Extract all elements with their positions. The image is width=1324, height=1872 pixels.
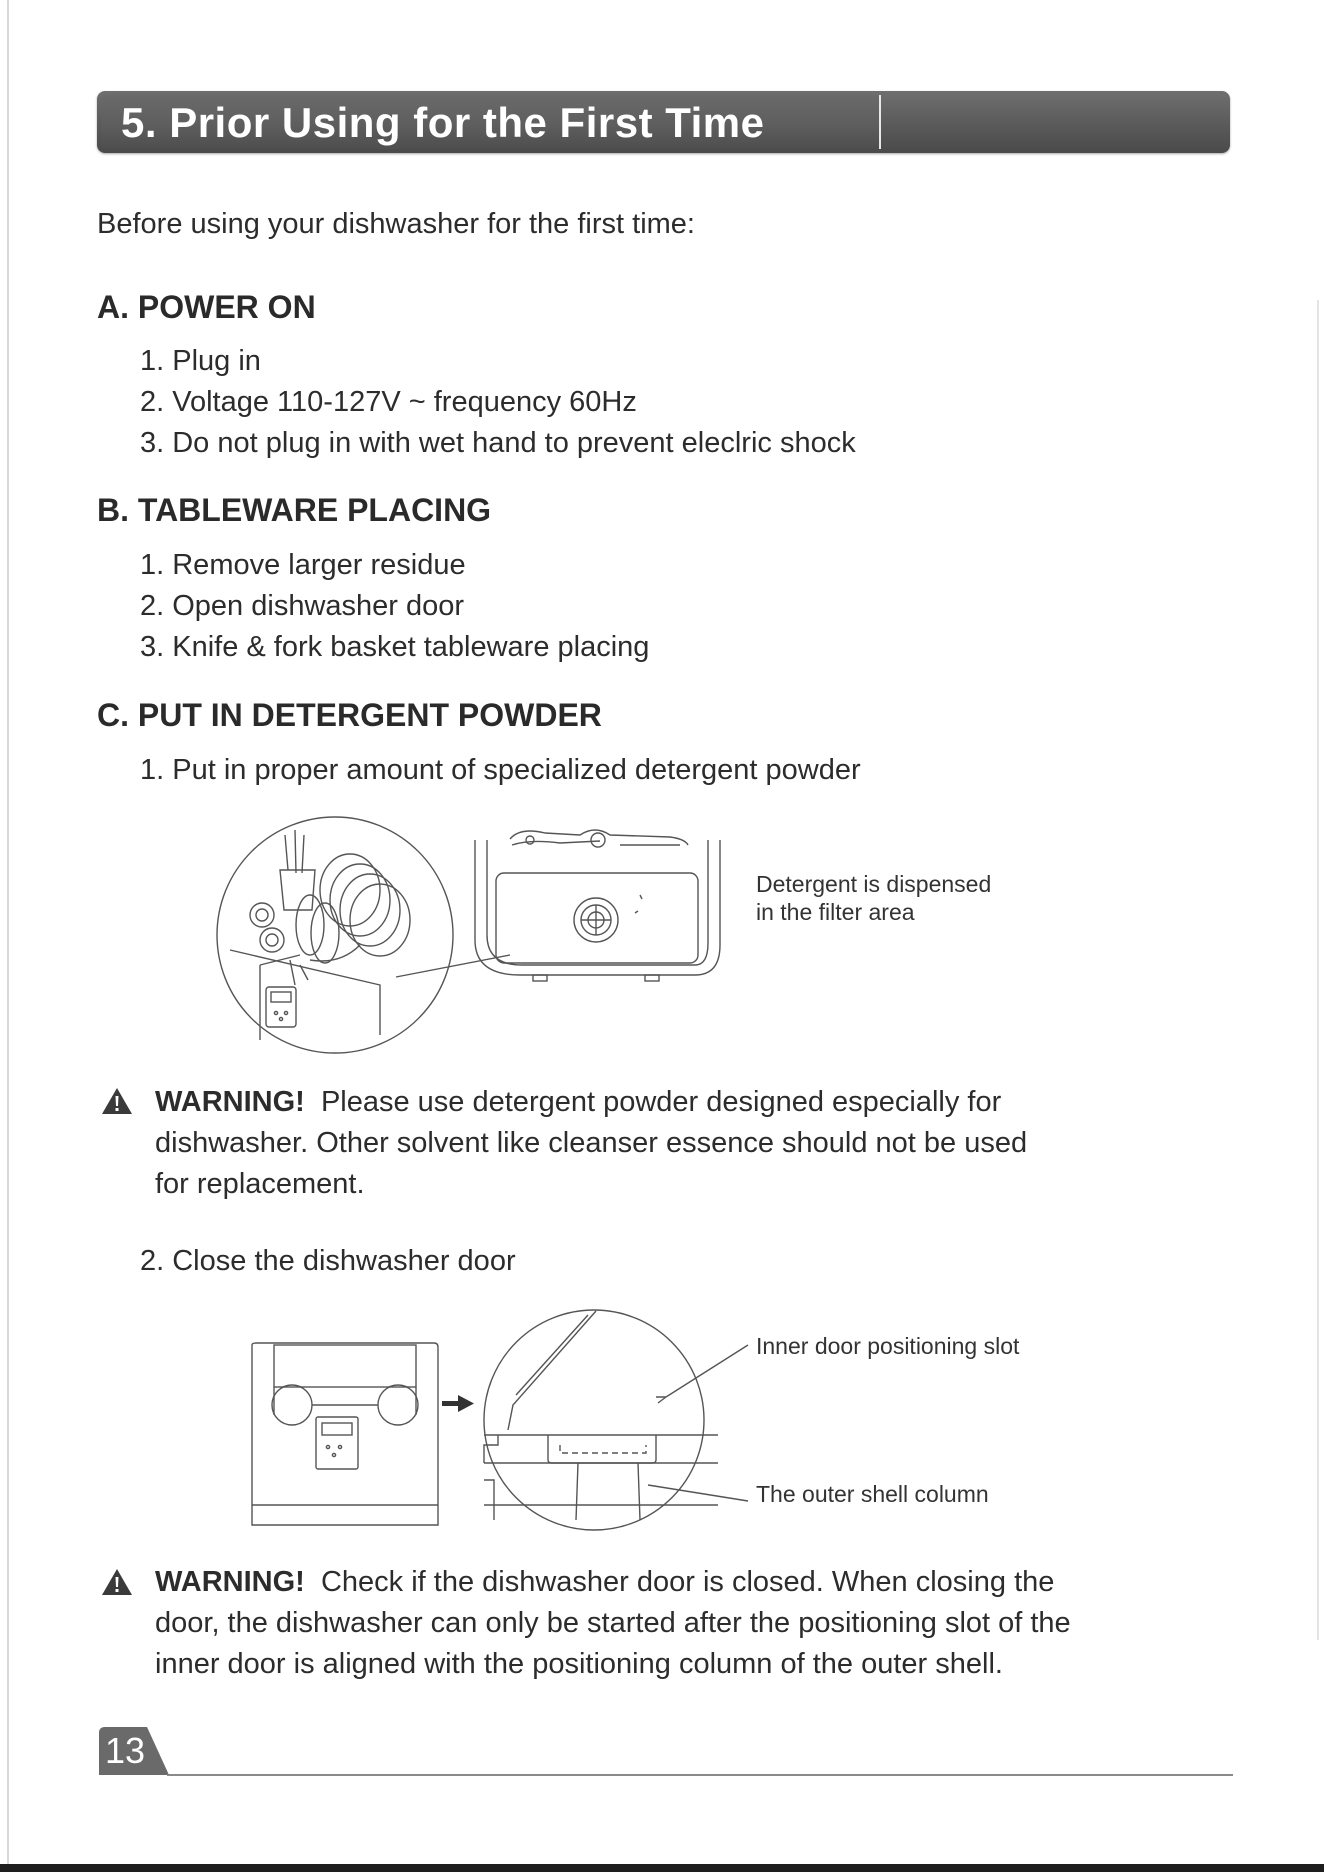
- warning-1-line-2: dishwasher. Other solvent like cleanser essence should not be used: [155, 1127, 1028, 1159]
- figure-2-label-outer-shell-column: The outer shell column: [756, 1481, 989, 1507]
- warning-2-label: WARNING!: [155, 1566, 305, 1598]
- section-c-heading: C. PUT IN DETERGENT POWDER: [97, 697, 602, 733]
- warning-2-line-2: door, the dishwasher can only be started after the positioning slot of the: [155, 1607, 1071, 1639]
- right-arrow-icon: [442, 1395, 474, 1412]
- page-title: 5. Prior Using for the First Time: [121, 99, 765, 146]
- intro-text: Before using your dishwasher for the first time:: [97, 208, 695, 240]
- section-b-item-3: 3. Knife & fork basket tableware placing: [140, 631, 650, 663]
- warning-1-line-3: for replacement.: [155, 1168, 365, 1200]
- warning-2: [155, 1562, 1071, 1685]
- dishwasher-interior-illustration: [200, 815, 730, 1060]
- warning-2-line-1: Check if the dishwasher door is closed. When closing the: [320, 1566, 1055, 1598]
- section-b-item-2: 2. Open dishwasher door: [140, 590, 465, 622]
- section-a-item-3: 3. Do not plug in with wet hand to prevent eleclric shock: [140, 427, 856, 459]
- warning-1: [155, 1082, 1027, 1205]
- warning-2-line-3: inner door is aligned with the positioning column of the outer shell.: [155, 1648, 1003, 1680]
- section-a-heading: A. POWER ON: [97, 289, 316, 325]
- page-number: 13: [105, 1730, 146, 1771]
- section-b-heading: B. TABLEWARE PLACING: [97, 492, 492, 528]
- page-number-tab: [97, 1725, 1237, 1781]
- section-b-item-1: 1. Remove larger residue: [140, 549, 466, 581]
- section-a-item-1: 1. Plug in: [140, 345, 261, 377]
- title-bar: [97, 91, 1230, 153]
- warning-1-line-1: Please use detergent powder designed especially for: [320, 1086, 1002, 1118]
- section-c-step-1: 1. Put in proper amount of specialized detergent powder: [140, 754, 861, 786]
- door-closing-illustration: [248, 1305, 728, 1535]
- figure-1-caption-line-1: Detergent is dispensed: [756, 871, 992, 897]
- page-edge-bottom: [0, 1864, 1324, 1872]
- section-c-step-2: 2. Close the dishwasher door: [140, 1245, 516, 1277]
- warning-1-label: WARNING!: [155, 1086, 305, 1118]
- page-edge-left: [7, 0, 9, 1870]
- figure-2-label-inner-door-slot: Inner door positioning slot: [756, 1333, 1020, 1359]
- figure-1-caption-line-2: in the filter area: [756, 899, 915, 925]
- page-edge-right: [1317, 300, 1319, 1640]
- section-a-item-2: 2. Voltage 110-127V ~ frequency 60Hz: [140, 386, 637, 418]
- warning-triangle-icon: [100, 1567, 134, 1597]
- warning-triangle-icon: [100, 1086, 134, 1116]
